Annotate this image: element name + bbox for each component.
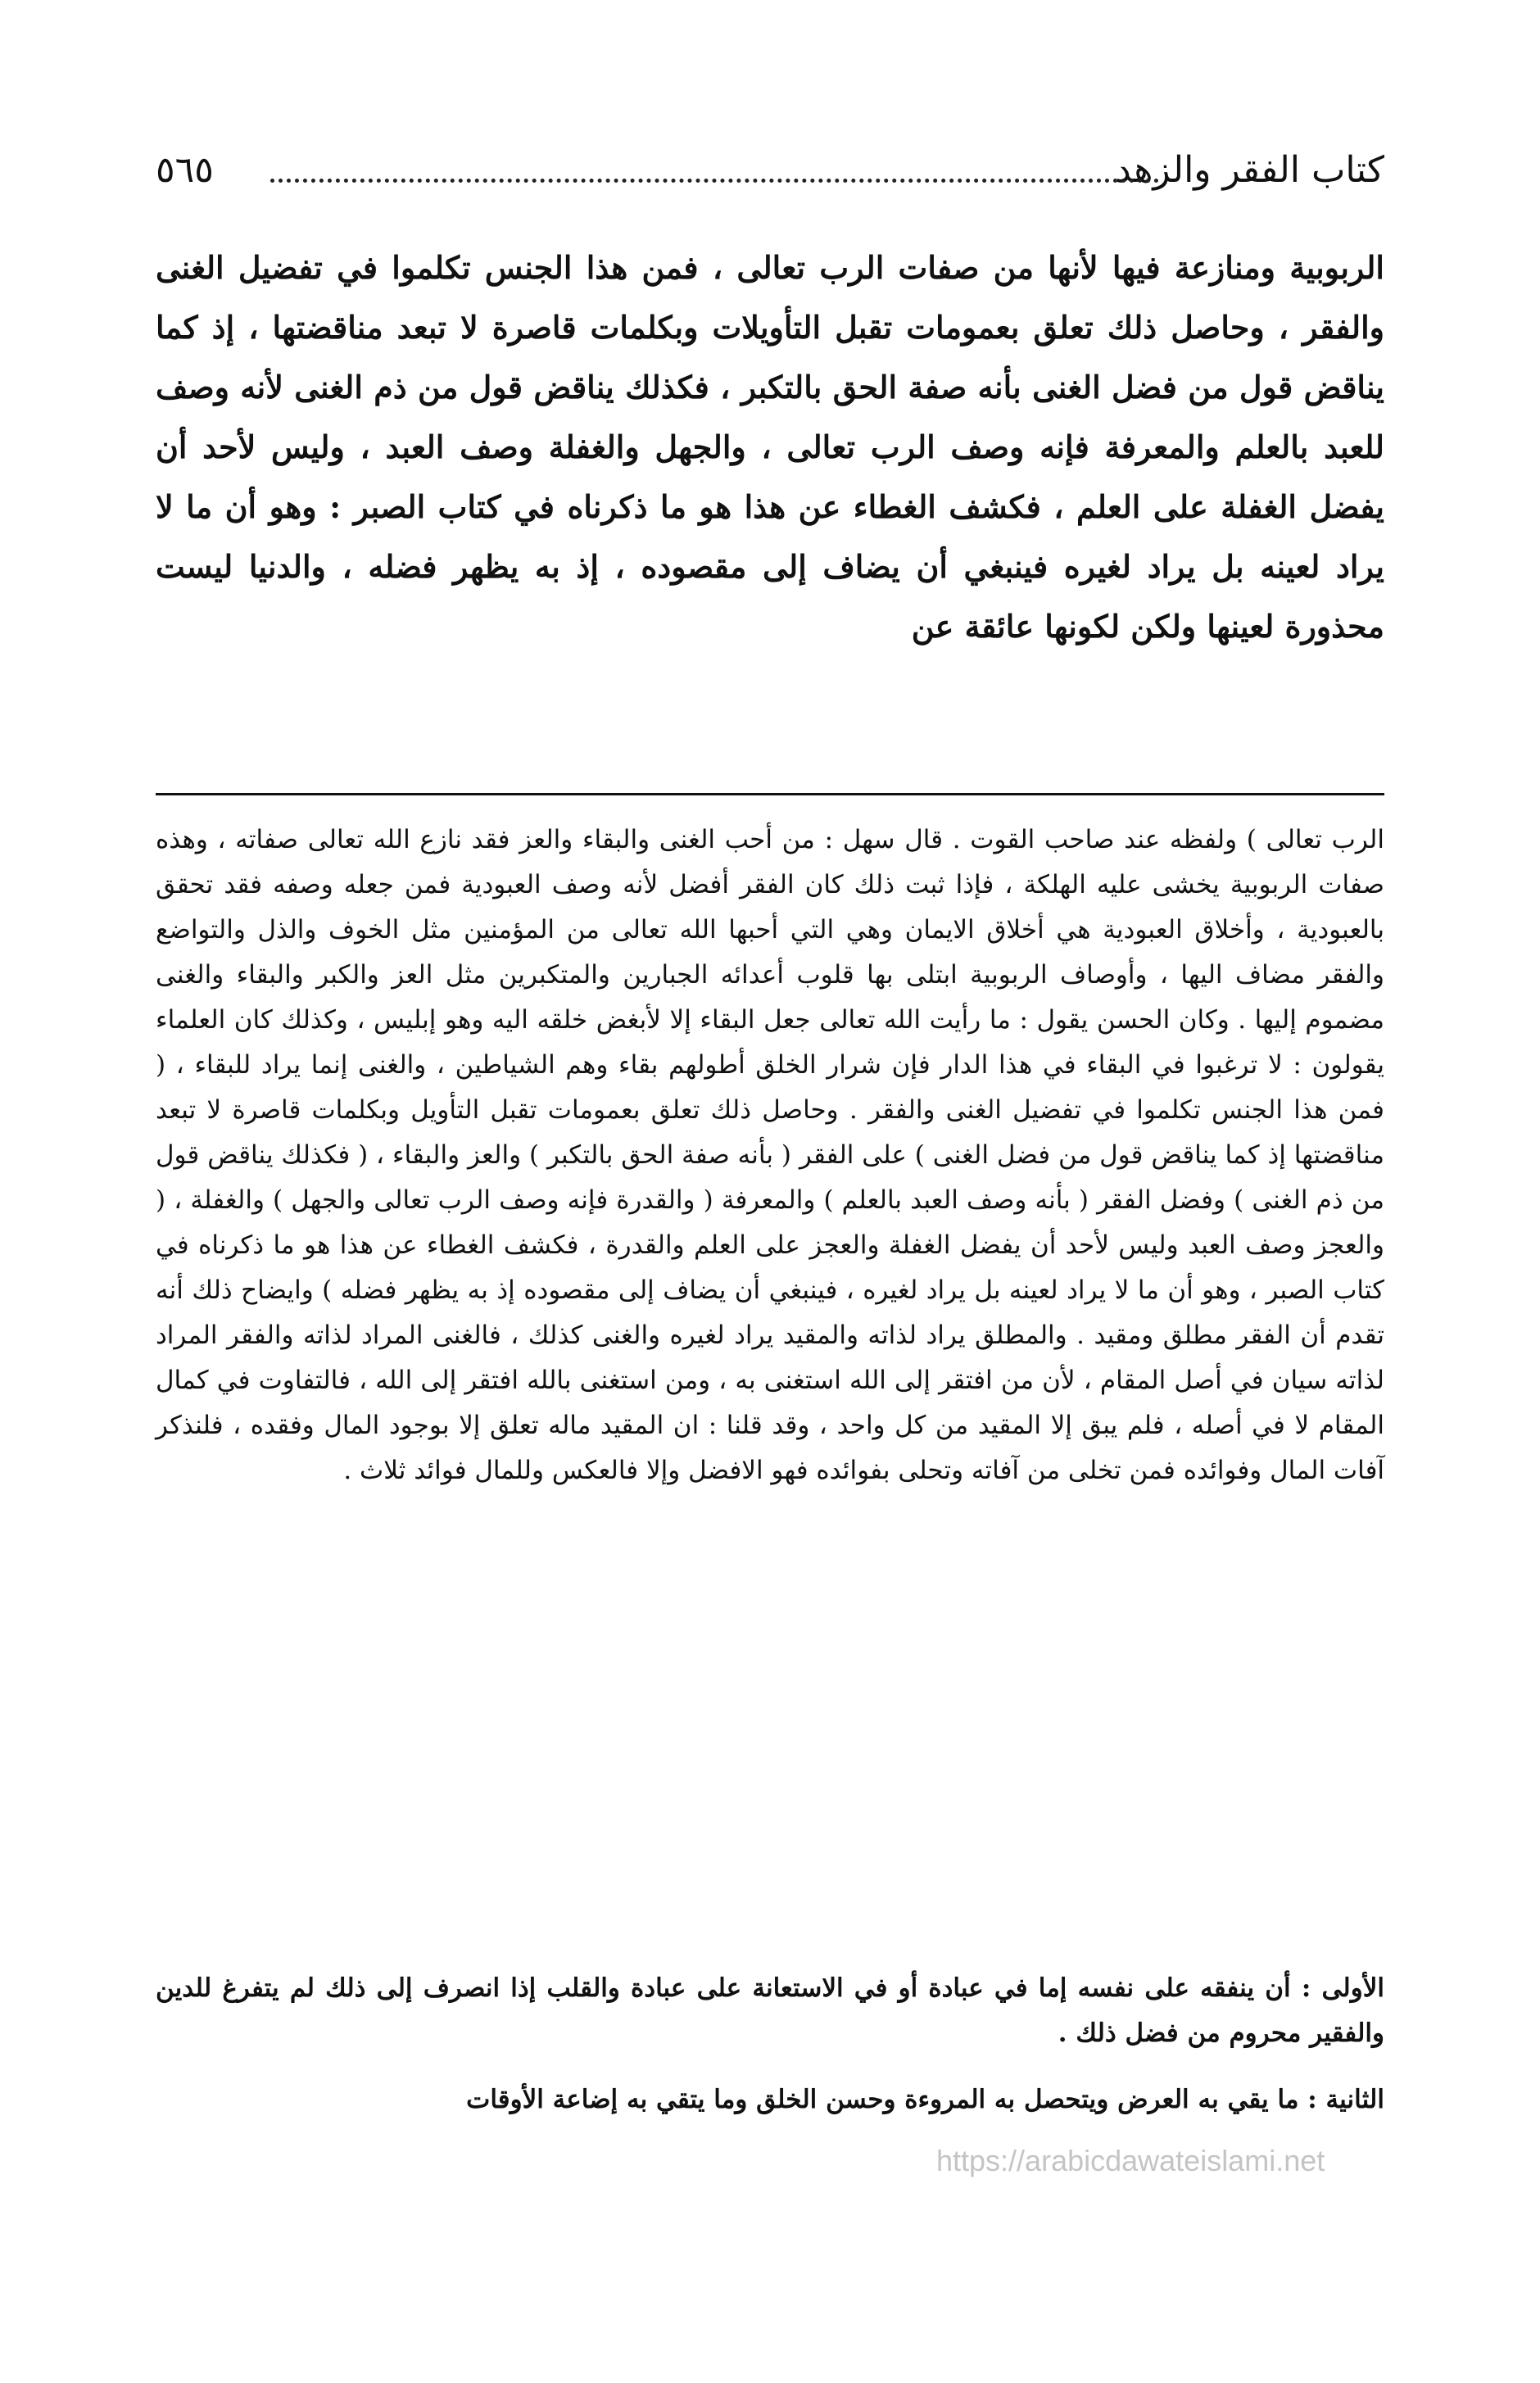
header-dot-leader (270, 179, 1159, 183)
main-paragraph: الربوبية ومنازعة فيها لأنها من صفات الرب تعالى ، فمن هذا الجنس تكلموا في تفضيل الغنى والفقر ، وحاصل ذلك تعلق بعمومات تقبل التأويلات وبكلمات قاصرة لا تبعد مناقضتها ، إذ كما يناقض قول من فضل الغنى بأنه صفة الحق بالتكبر ، فكذلك يناقض قول من ذم الغنى لأنه وصف للعبد بالعلم والمعرفة فإنه وصف الرب تعالى ، والجهل والغفلة وصف العبد ، وليس لأحد أن يفضل الغفلة على العلم ، فكشف الغطاء عن هذا هو ما ذكرناه في كتاب الصبر : وهو أن ما لا يراد لعينه بل يراد لغيره فينبغي أن يضاف إلى مقصوده ، إذ به يظهر فضله ، والدنيا ليست محذورة لعينها ولكن لكونها عائقة عن (156, 249, 1384, 645)
commentary-block (156, 818, 1384, 1493)
benefits-list (156, 1966, 1384, 2144)
running-title: كتاب الفقر والزهد (1115, 149, 1384, 191)
footnote-divider (156, 793, 1384, 795)
benefit-second: الثانية : ما يقي به العرض ويتحصل به المروءة وحسن الخلق وما يتقي به إضاعة الأوقات (466, 2085, 1384, 2114)
book-page (156, 123, 1384, 2335)
page-number: ٥٦٥ (156, 149, 214, 191)
benefit-first: الأولى : أن ينفقه على نفسه إما في عبادة أو في الاستعانة على عبادة والقلب إذا انصرف إلى ذلك لم يتفرغ للدين والفقير محروم من فضل ذلك . (156, 1973, 1384, 2048)
page-header (156, 146, 1384, 203)
watermark-url: https://arabicdawateislami.net (936, 2144, 1325, 2177)
main-text-block (156, 238, 1384, 656)
commentary-paragraph: الرب تعالى ) ولفظه عند صاحب القوت . قال سهل : من أحب الغنى والبقاء والعز فقد نازع الله تعالى صفاته ، وهذه صفات الربوبية يخشى عليه الهلكة ، فإذا ثبت ذلك كان الفقر أفضل لأنه وصف العبودية فمن جعله وصفه فقد تحقق بالعبودية ، وأخلاق العبودية هي أخلاق الايمان وهي التي أحبها الله تعالى من المؤمنين مثل الخوف والذل والتواضع والفقر مضاف اليها ، وأوصاف الربوبية ابتلى بها قلوب أعدائه الجبارين والمتكبرين مثل العز والكبر والبقاء والغنى مضموم إليها . وكان الحسن يقول : ما رأيت الله تعالى جعل البقاء إلا لأبغض خلقه اليه وهو إبليس ، وكذلك كان العلماء يقولون : لا ترغبوا في البقاء في هذا الدار فإن شرار الخلق أطولهم بقاء وهم الشياطين ، والغنى إنما يراد للبقاء ، ( فمن هذا الجنس تكلموا في تفضيل الغنى والفقر . وحاصل ذلك تعلق بعمومات تقبل التأويل وبكلمات قاصرة لا تبعد مناقضتها إذ كما يناقض قول من فضل الغنى ) على الفقر ( بأنه صفة الحق بالتكبر ) والعز والبقاء ، ( فكذلك يناقض قول من ذم الغنى ) وفضل الفقر ( بأنه وصف العبد بالعلم ) والمعرفة ( والقدرة فإنه وصف الرب تعالى والجهل ) والغفلة ، ( والعجز وصف العبد وليس لأحد أن يفضل الغفلة والعجز على العلم والقدرة ، فكشف الغطاء عن هذا هو ما ذكرناه في كتاب الصبر ، وهو أن ما لا يراد لعينه بل يراد لغيره ، فينبغي أن يضاف إلى مقصوده إذ به يظهر فضله ) وايضاح ذلك أنه تقدم أن الفقر مطلق ومقيد . والمطلق يراد لذاته والمقيد يراد لغيره والغنى كذلك ، فالغنى المراد لذاته والفقر المراد لذاته سيان في أصل المقام ، لأن من افتقر إلى الله استغنى به ، ومن استغنى بالله افتقر إلى الله ، فالتفاوت في كمال المقام لا في أصله ، فلم يبق إلا المقيد من كل واحد ، وقد قلنا : ان المقيد ماله تعلق إلا بوجود المال وفقده ، فلنذكر آفات المال وفوائده فمن تخلى من آفاته وتحلى بفوائده فهو الافضل وإلا فالعكس وللمال فوائد ثلاث . (156, 825, 1384, 1485)
